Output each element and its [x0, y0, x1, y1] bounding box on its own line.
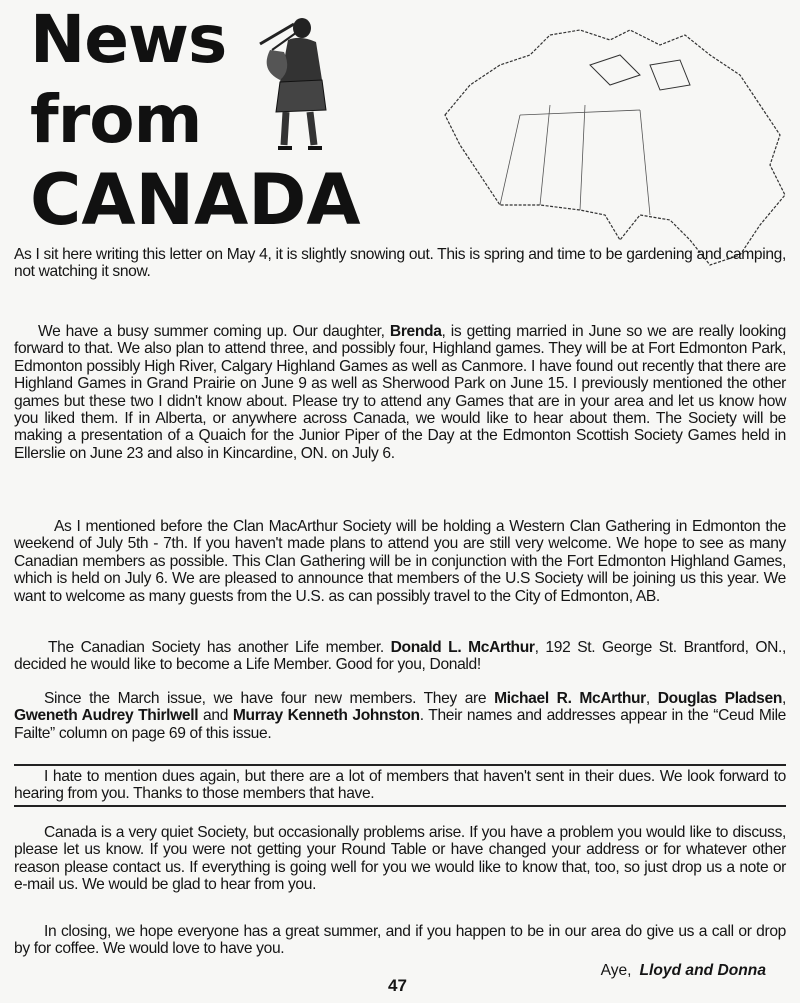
- divider-top: [14, 764, 786, 766]
- text: ,: [645, 690, 658, 707]
- name-brenda: Brenda: [389, 323, 442, 340]
- paragraph-clan-gathering: As I mentioned before the Clan MacArthur Society will be holding a Western Clan Gathering in Edmonton the weekend of July 5th - 7th. If you haven't made plans to attend you are still very welcome. We hope to see as many Canadian members as possible. This Clan Gathering will be in conjunction with the Fort Edmonton Highland Games, which is held on July 6. We are pleased to announce that members of the U.S Society will be joining us this year. We want to welcome as many guests from the U.S. as can possibly travel to the City of Edmonton, AB.: [14, 518, 786, 605]
- paragraph-problems: Canada is a very quiet Society, but occasionally problems arise. If you have a problem you would like to discuss, please let us know. If you were not getting your Round Table or have changed your address or for whatever other reason please contact us. If everything is going well for you we would like to know that, too, so just drop us a note or e-mail us. We would be glad to hear from you.: [14, 824, 786, 894]
- member-name: Douglas Pladsen: [657, 690, 782, 707]
- text: , 192 St. George St. Brantford, ON., decided he would like to become a Life Member. Good for you, Donald!: [14, 639, 787, 674]
- paragraph-life-member: [14, 639, 786, 674]
- signature-names: Lloyd and Donna: [639, 962, 766, 979]
- text: and: [198, 707, 233, 725]
- bagpiper-illustration: [250, 10, 340, 160]
- text: The Canadian Society has another Life member.: [48, 639, 391, 656]
- canada-map-illustration: [440, 25, 790, 270]
- text: Since the March issue, we have four new members. They are: [44, 690, 495, 707]
- headline-canada: CANADA: [30, 159, 361, 241]
- member-name: Michael R. McArthur: [494, 690, 646, 707]
- member-name: Murray Kenneth Johnston: [232, 707, 420, 725]
- paragraph-summer-plans: [14, 323, 786, 462]
- member-name: Gweneth Audrey Thirlwell: [14, 707, 199, 725]
- paragraph-closing: In closing, we hope everyone has a great summer, and if you happen to be in our area do give us a call or drop by for coffee. We would love to have you.: [14, 923, 786, 958]
- divider-bottom: [14, 805, 786, 807]
- page-number: 47: [388, 976, 407, 995]
- text: . Their names and addresses appear in the “Ceud Mile Failte” column on page 69 of this issue.: [14, 707, 787, 742]
- paragraph-dues: I hate to mention dues again, but there are a lot of members that haven't sent in their dues. We look forward to hearing from you. Thanks to those members that have.: [14, 768, 786, 803]
- headline-from: from: [30, 81, 202, 158]
- signature-prefix: Aye,: [600, 962, 632, 979]
- text: ,: [782, 690, 786, 707]
- text: , is getting married in June so we are really looking forward to that. We also plan to attend three, and possibly four, Highland games. They will be at Fort Edmonton Park, Edmonton possibly High River, Calgary Highland Games as well as Canmore. I have found out recently that there are Highland Games in Grand Prairie on June 9 as well as Sherwood Park on June 15. I previously mentioned the other games but these two I didn't know about. Please try to attend any Games that are in your area and let us know how you liked them. If in Alberta, or anywhere across Canada, we would like to hear about them. The Society will be making a presentation of a Quaich for the Junior Piper of the Day at the Edmonton Scottish Society Games held in Ellerslie on June 23 and also in Kincardine, ON. on July 6.: [14, 323, 786, 462]
- signature: [601, 962, 766, 980]
- paragraph-new-members: [14, 690, 786, 742]
- headline-news: News: [30, 1, 227, 78]
- paragraph-intro: As I sit here writing this letter on May 4, it is slightly snowing out. This is spring and time to be gardening and camping, not watching it snow.: [14, 246, 786, 281]
- text: We have a busy summer coming up. Our daughter,: [38, 323, 390, 340]
- name-donald: Donald L. McArthur: [390, 639, 535, 656]
